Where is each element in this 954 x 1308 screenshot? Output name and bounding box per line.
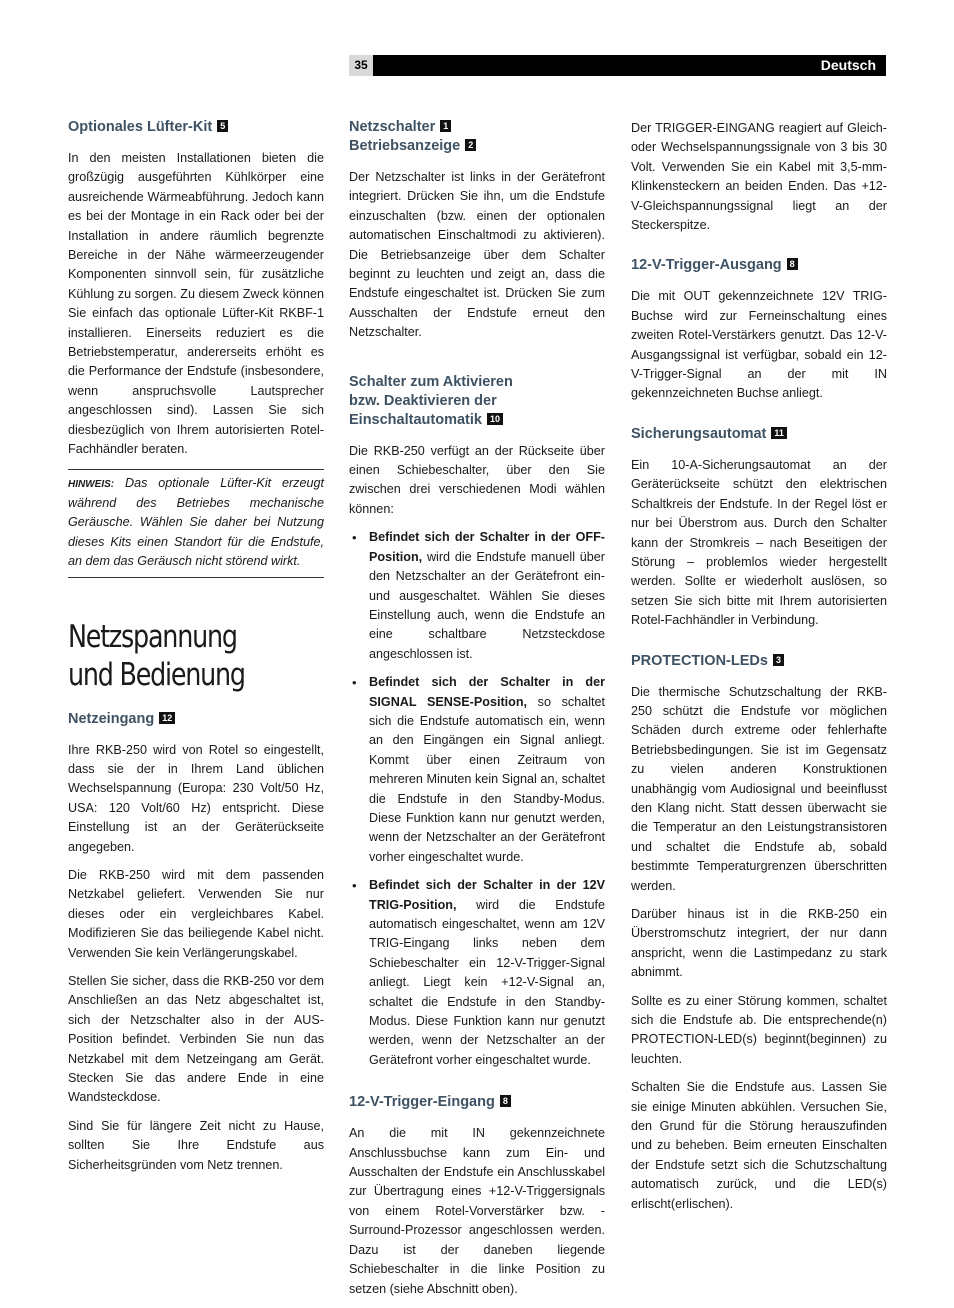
section-heading-auto-switch: Schalter zum Aktivieren bzw. Deaktivieren der Einschaltautomatik 10 <box>349 373 513 428</box>
section-heading-fan-kit: Optionales Lüfter-Kit 5 <box>68 118 324 137</box>
reference-badge: 8 <box>787 258 798 270</box>
list-item: • Befindet sich der Schalter in der 12V TRIG-Position, wird die Endstufe automatisch eingeschaltet, wenn am 12V TRIG-Eingang links neben dem Schiebeschalter ein 12-V-Trigger-Signal anliegt. Liegt kein +12-V-Signal an, schaltet die Endstufe in den Standby-Modus. Diese Funktion kann nur genutzt werden, wenn der Netzschalter an der Gerätefront vorher eingeschaltet wurde. <box>349 876 605 1070</box>
paragraph: Die RKB-250 verfügt an der Rückseite über einen Schiebeschalter, über den Sie zwischen drei verschiedenen Modi wählen können: <box>349 443 605 516</box>
note-text: Das optionale Lüfter-Kit erzeugt während des Betriebes mechanische Geräusche. Wählen Sie daher bei Nutzung dieses Kits einen Standort für die Endstufe, an dem das Geräusch nicht störend wirkt. <box>68 475 324 569</box>
reference-badge: 11 <box>771 427 787 439</box>
paragraph: Der Netzschalter ist links in der Gerätefront integriert. Drücken Sie ihn, um die Endstufe einzuschalten (bzw. einen der optionalen automatischen Einschaltmodi zu aktivieren). Die Betriebsanzeige über dem Schalter beginnt zu leuchten und zeigt an, dass die Endstufe eingeschaltet ist. Drücken Sie zum Ausschalten der Endstufe erneut den Netzschalter. <box>349 170 605 340</box>
paragraph: Darüber hinaus ist in die RKB-250 ein Überstromschutz integriert, der nur dann anspricht, wenn die Lastimpedanz zu stark abnimmt. <box>631 907 887 980</box>
paragraph: Sollte es zu einer Störung kommen, schaltet sich die Endstufe ab. Die entsprechende(n) PROTECTION-LED(s) beginnt(beginnen) zu leuchten. <box>631 993 887 1066</box>
section-heading-power-input: Netzeingang 12 <box>68 710 324 729</box>
column-2 <box>349 118 605 1308</box>
column-1 <box>68 118 324 1184</box>
section-heading-circuit-breaker: Sicherungsautomat 11 <box>631 425 887 444</box>
reference-badge: 10 <box>487 413 503 425</box>
paragraph: Ihre RKB-250 wird von Rotel so eingestellt, dass sie der in Ihrem Land üblichen Wechselspannung (Europa: 230 Volt/50 Hz, USA: 120 Volt/60 Hz) entspricht. Diese Einstellung ist an der Geräterückseite angegeben. <box>68 742 324 854</box>
mode-list <box>349 528 605 1070</box>
language-label: Deutsch <box>820 57 876 73</box>
section-heading-trigger-input: 12-V-Trigger-Eingang 8 <box>349 1093 605 1112</box>
page-header-bar <box>349 55 886 76</box>
list-item: • Befindet sich der Schalter in der OFF-Position, wird die Endstufe manuell über den Netzschalter an der Gerätefront ein- und ausgeschaltet. Wählen Sie dieses Einstellung auch, wenn die Endstufe an eine schaltbare Netzsteckdose angeschlossen ist. <box>349 528 605 664</box>
list-item: • Befindet sich der Schalter in der SIGNAL SENSE-Position, so schaltet sich die Endstufe automatisch ein, wenn an den Eingängen ein Signal anliegt. Kommt über einen Zeitraum von mehreren Minuten kein Signal an, schaltet die Endstufe in den Standby-Modus. Diese Funktion kann nur genutzt werden, wenn der Netzschalter an der Gerätefront vorher eingeschaltet wurde. <box>349 673 605 867</box>
section-heading-trigger-output: 12-V-Trigger-Ausgang 8 <box>631 256 887 275</box>
paragraph: In den meisten Installationen bieten die großzügig ausgeführten Kühlkörper eine ausreichende Wärmeabführung. Jedoch kann es bei der Montage in ein Rack oder bei der Installation in andere räumlich begrenzte Bereiche in der Nähe wärmeerzeugender Komponenten sinnvoll sein, für zusätzliche Kühlung zu sorgen. Zu diesem Zweck können Sie einfach das optionale Lüfter-Kit RKBF-1 installieren. Einerseits reduziert es die Betriebstemperatur, andererseits erhöht es die Performance der Endstufe (insbesondere, wenn anspruchsvolle Lautsprecher angeschlossen sind). Lassen Sie sich diesbezüglich von Ihrem autorisierten Rotel-Fachhändler beraten. <box>68 151 324 457</box>
reference-badge: 1 <box>440 120 451 132</box>
paragraph: Die mit OUT gekennzeichnete 12V TRIG-Buchse wird zur Ferneinschaltung eines zweiten Rotel-Verstärkers genutzt. Das 12-V-Ausgangssignal ist verfügbar, sobald ein 12-V-Trigger-Signal an der mit IN gekennzeichneten Buchse anliegt. <box>631 289 887 401</box>
reference-badge: 8 <box>500 1095 511 1107</box>
chapter-heading: Netzspannung und Bedienung <box>68 618 245 693</box>
section-heading-protection-leds: PROTECTION-LEDs 3 <box>631 652 887 671</box>
reference-badge: 2 <box>465 139 476 151</box>
paragraph: Die RKB-250 wird mit dem passenden Netzkabel geliefert. Verwenden Sie nur dieses oder ein vergleichbares Kabel. Modifizieren Sie das beiliegende Kabel nicht. Verwenden Sie kein Verlängerungskabel. <box>68 867 324 960</box>
note-box <box>68 469 324 578</box>
paragraph: Der TRIGGER-EINGANG reagiert auf Gleich- oder Wechselspannungssignale von 3 bis 30 Volt. Verwenden Sie ein Kabel mit 3,5-mm-Klinkensteckern an beiden Enden. Das +12-V-Gleichspannungssignal liegt an der Steckerspitze. <box>631 121 887 233</box>
paragraph: Schalten Sie die Endstufe aus. Lassen Sie sie einige Minuten abkühlen. Versuchen Sie, den Grund für die Störung herauszufinden und zu beheben. Beim erneuten Einschalten der Endstufe setzt sich die Schutzschaltung automatisch zurück, und die LED(s) erlischt(erlischen). <box>631 1080 887 1211</box>
reference-badge: 3 <box>773 654 784 666</box>
page-number: 35 <box>349 55 373 76</box>
paragraph: An die mit IN gekennzeichnete Anschlussbuchse kann zum Ein- und Ausschalten der Endstufe ein Anschlusskabel zur Übertragung eines +12-V-Triggersignals von einem Rotel-Vorverstärker bzw. -Surround-Prozessor angeschlossen werden. Dazu ist der daneben liegende Schiebeschalter in die linke Position zu setzen (siehe Abschnitt oben). <box>349 1126 605 1296</box>
note-label: HINWEIS: <box>68 478 115 490</box>
paragraph: Ein 10-A-Sicherungsautomat an der Geräterückseite schützt den elektrischen Schaltkreis der Endstufe. In der Regel löst er nur bei Überstrom aus. Durch den Schalter kann der Stromkreis – nach Beseitigen der Störung – problemlos wieder hergestellt werden. Sollte er wiederholt auslösen, so setzen Sie sich bitte mit Ihrem autorisierten Rotel-Fachhändler in Verbindung. <box>631 457 887 628</box>
reference-badge: 12 <box>159 712 175 724</box>
paragraph: Stellen Sie sicher, dass die RKB-250 vor dem Anschließen an das Netz abgeschaltet ist, sich der Netzschalter also in der AUS-Position befindet. Verbinden Sie nun das Netzkabel mit dem Netzeingang am Gerät. Stecken Sie das andere Ende in eine Wandsteckdose. <box>68 974 324 1105</box>
reference-badge: 5 <box>217 120 228 132</box>
section-heading-power-switch: Netzschalter 1 Betriebsanzeige 2 <box>349 118 605 156</box>
paragraph: Die thermische Schutzschaltung der RKB-250 schützt die Endstufe vor möglichen Schäden durch extreme oder fehlerhafte Betriebsbedingungen. Sie ist im Gegensatz zu vielen anderen Konstruktionen unabhängig vom Audiosignal und beeinflusst den Klang nicht. Statt dessen überwacht sie die Temperatur an den Leistungstransistoren und schaltet die Endstufe ab, sobald bestimmte Temperaturgrenzen überschritten werden. <box>631 684 887 893</box>
paragraph: Sind Sie für längere Zeit nicht zu Hause, sollten Sie Ihre Endstufe aus Sicherheitsgründen vom Netz trennen. <box>68 1118 324 1172</box>
column-3 <box>631 119 887 1223</box>
